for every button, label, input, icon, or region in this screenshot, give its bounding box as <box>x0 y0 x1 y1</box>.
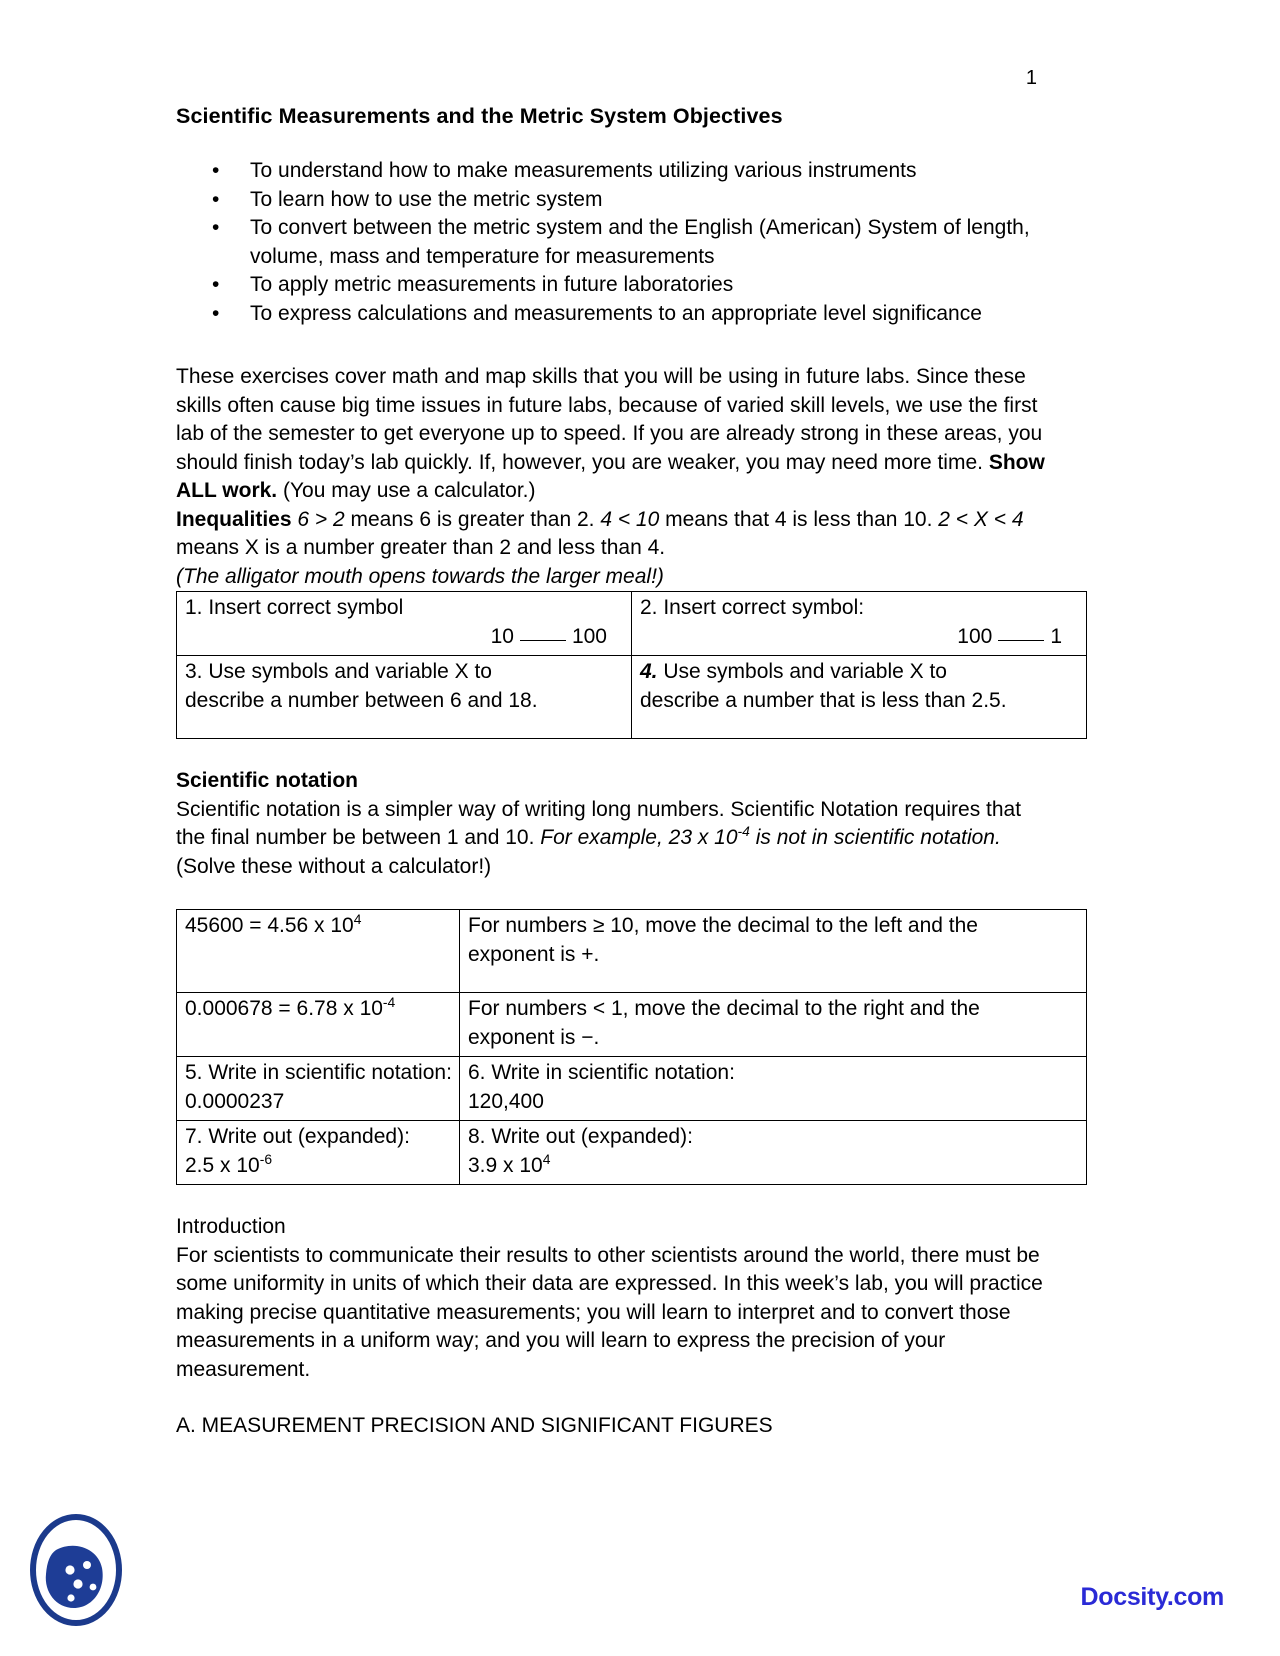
spacer <box>176 1185 1056 1213</box>
spacer <box>176 1384 1056 1412</box>
q5-prompt: 5. Write in scientific notation: <box>185 1061 452 1085</box>
example2-exponent: -4 <box>382 994 396 1011</box>
table-cell-example1-number <box>177 910 460 993</box>
table-row <box>177 993 1087 1057</box>
example1-rule-line1: For numbers ≥ 10, move the decimal to the left and the <box>468 914 978 938</box>
inequality-expression-3: 2 < X < 4 <box>938 507 1024 531</box>
table-cell-example2-number <box>177 993 460 1057</box>
q1-right-operand: 100 <box>571 624 607 648</box>
intro-text-part2: (You may use a calculator.) <box>277 479 536 503</box>
q4-number: 4. <box>640 660 658 684</box>
intro-paragraph <box>176 363 1056 506</box>
q6-prompt: 6. Write in scientific notation: <box>468 1061 735 1085</box>
inequalities-text-2: means that 4 is less than 10. <box>659 507 939 531</box>
scinot-example-italic <box>540 823 1001 850</box>
q2-answer-blank[interactable] <box>998 640 1044 641</box>
introduction-paragraph: For scientists to communicate their results to other scientists around the world, there must be some uniformity in units of which their data are expressed. In this week’s lab, you will practice making precise quantitative measurements; you will learn to interpret and to convert those measurements in a uniform way; and you will learn to express the precision of your measurement. <box>176 1243 1043 1381</box>
q2-left-operand: 100 <box>957 624 993 648</box>
q8-value: 3.9 x 10 <box>468 1153 543 1177</box>
q3-line2: describe a number between 6 and 18. <box>185 688 538 712</box>
table-cell-q6 <box>460 1057 1087 1121</box>
show-all-work-emphasis: Show ALL work. <box>176 450 1045 503</box>
objective-text: To learn how to use the metric system <box>250 187 603 211</box>
spacer <box>176 881 1056 909</box>
page-number: 1 <box>1025 67 1037 89</box>
q1-answer-row <box>185 623 625 652</box>
example1-rule-line2: exponent is +. <box>468 942 600 966</box>
q8-value-line <box>468 1152 1080 1181</box>
table-cell-q4 <box>632 656 1087 739</box>
scinot-example-b: is not in scientific notation. <box>749 826 1001 850</box>
example2-rule-line2: exponent is −. <box>468 1025 600 1049</box>
section-a-heading: A. MEASUREMENT PRECISION AND SIGNIFICANT FIGURES <box>176 1414 773 1438</box>
document-content <box>176 104 1062 1441</box>
table-cell-example2-rule <box>460 993 1087 1057</box>
scientific-notation-paragraph <box>176 796 1056 882</box>
example1-number: 45600 = 4.56 x 10 <box>185 914 354 938</box>
inequalities-text-1: means 6 is greater than 2. <box>344 507 601 531</box>
q8-prompt: 8. Write out (expanded): <box>468 1125 693 1149</box>
scinot-example-a: For example, 23 x 10 <box>540 826 738 850</box>
scientific-notation-heading: Scientific notation <box>176 769 359 793</box>
table-row <box>177 656 1087 739</box>
list-item <box>176 157 1056 186</box>
inequality-expression-1: 6 > 2 <box>297 507 345 531</box>
page-title: Scientific Measurements and the Metric System Objectives <box>176 104 783 128</box>
inequality-expression-2: 4 < 10 <box>600 507 660 531</box>
q2-answer-row <box>640 623 1080 652</box>
table-row <box>177 1121 1087 1185</box>
q8-exponent: 4 <box>542 1150 551 1167</box>
bullet-icon: • <box>212 159 220 183</box>
scinot-example-exponent: -4 <box>737 823 750 840</box>
docsity-wordmark[interactable]: Docsity.com <box>1080 1583 1224 1611</box>
table-row <box>177 1057 1087 1121</box>
table-cell-q7 <box>177 1121 460 1185</box>
q7-prompt: 7. Write out (expanded): <box>185 1125 410 1149</box>
table-cell-q3 <box>177 656 632 739</box>
bullet-icon: • <box>212 216 220 240</box>
table-cell-q8 <box>460 1121 1087 1185</box>
bullet-icon: • <box>212 187 220 211</box>
list-item <box>176 271 1056 300</box>
table-row <box>177 592 1087 656</box>
list-item <box>176 214 1056 271</box>
introduction-heading: Introduction <box>176 1215 286 1239</box>
scinot-text-part2: (Solve these without a calculator!) <box>176 854 492 878</box>
q2-right-operand: 1 <box>1050 624 1062 648</box>
q3-line1: 3. Use symbols and variable X to <box>185 660 492 684</box>
q1-answer-blank[interactable] <box>520 640 566 641</box>
q5-value: 0.0000237 <box>185 1089 285 1113</box>
spacer <box>176 739 1056 767</box>
spacer <box>176 328 1056 363</box>
q4-line1 <box>640 658 1080 687</box>
inequalities-text-3: means X is a number greater than 2 and less than 4. <box>176 536 666 560</box>
q2-prompt: 2. Insert correct symbol: <box>640 596 865 620</box>
q4-line2: describe a number that is less than 2.5. <box>640 688 1007 712</box>
inequalities-table <box>176 591 1087 739</box>
table-cell-q1 <box>177 592 632 656</box>
bullet-icon: • <box>212 273 220 297</box>
intro-text-part1: These exercises cover math and map skills that you will be using in future labs. Since these skills often cause big time issues in future labs, because of varied skill levels, we use the first lab of the semester to get everyone up to speed. If you are already strong in these areas, you should finish today’s lab quickly. If, however, you are weaker, you may need more time. <box>176 365 1043 474</box>
alligator-note: (The alligator mouth opens towards the larger meal!) <box>176 564 664 588</box>
objective-text: To understand how to make measurements utilizing various instruments <box>250 159 917 183</box>
q7-value-line <box>185 1152 453 1181</box>
inequalities-paragraph <box>176 506 1056 563</box>
docsity-logo-icon <box>26 1514 126 1626</box>
table-cell-example1-rule <box>460 910 1087 993</box>
q1-left-operand: 10 <box>490 624 514 648</box>
scinot-text-part1: Scientific notation is a simpler way of writing long numbers. Scientific Notation requires that the final number be between 1 and 10. <box>176 797 1022 850</box>
example2-rule-line1: For numbers < 1, move the decimal to the right and the <box>468 997 980 1021</box>
q6-value: 120,400 <box>468 1089 544 1113</box>
list-item <box>176 300 1056 329</box>
table-cell-q5 <box>177 1057 460 1121</box>
objective-text: To apply metric measurements in future laboratories <box>250 273 734 297</box>
bullet-icon: • <box>212 301 220 325</box>
q7-value: 2.5 x 10 <box>185 1153 260 1177</box>
inequalities-label: Inequalities <box>176 507 292 531</box>
scientific-notation-table <box>176 909 1087 1185</box>
objective-text: To convert between the metric system and the English (American) System of length, volume, mass and temperature for measurements <box>250 216 1030 268</box>
q4-text: Use symbols and variable X to <box>657 660 947 684</box>
table-cell-q2 <box>632 592 1087 656</box>
example2-number: 0.000678 = 6.78 x 10 <box>185 997 383 1021</box>
q7-exponent: -6 <box>259 1150 273 1167</box>
table-row <box>177 910 1087 993</box>
objective-text: To express calculations and measurements to an appropriate level significance <box>250 301 982 325</box>
example1-exponent: 4 <box>353 911 362 928</box>
list-item <box>176 186 1056 215</box>
q1-prompt: 1. Insert correct symbol <box>185 596 404 620</box>
objectives-list <box>176 157 1056 328</box>
